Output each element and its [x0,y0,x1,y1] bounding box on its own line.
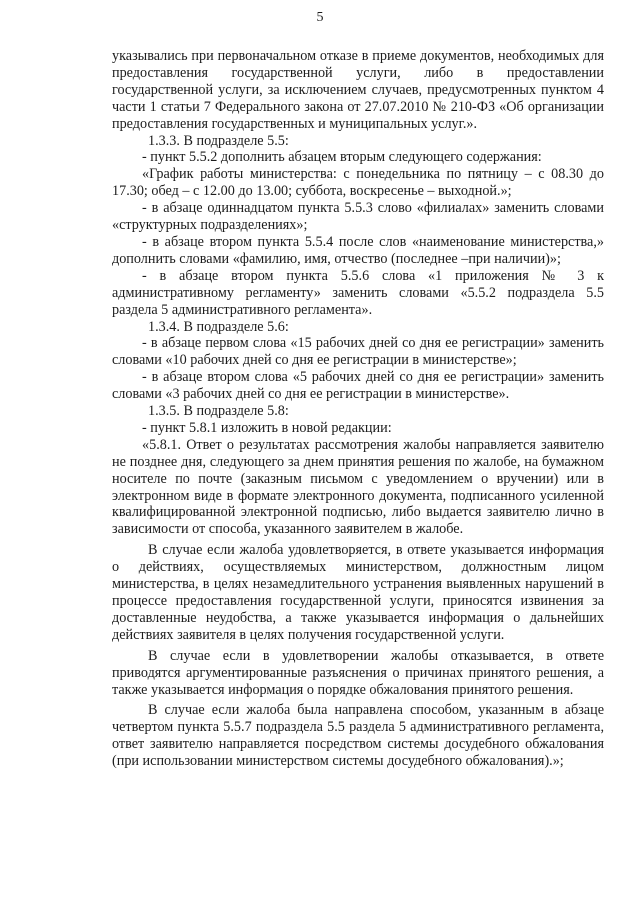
paragraph-item: - в абзаце втором пункта 5.5.4 после слов «наименование министерства,» дополнить словами «фамилию, имя, отчество (последнее –при наличии)»; [112,233,604,267]
paragraph-item: - в абзаце втором слова «5 рабочих дней со дня ее регистрации» заменить словами «3 рабочих дней со дня ее регистрации в министерстве». [112,369,604,403]
paragraph-continuation: указывались при первоначальном отказе в приеме документов, необходимых для предоставления государственной услуги, либо в предоставлении государственной услуги, за исключением случаев, предусмотренных пунктом 4 части 1 статьи 7 Федерального закона от 27.07.2010 № 210-ФЗ «Об организации предоставления государственных и муниципальных услуг.». [112,48,604,132]
page-number: 5 [316,10,324,25]
paragraph-item: - пункт 5.5.2 дополнить абзацем вторым следующего содержания: [142,149,542,166]
paragraph-heading-1-3-3: 1.3.3. В подразделе 5.5: [148,132,289,149]
paragraph-body: В случае если жалоба удовлетворяется, в ответе указывается информация о действиях, осуществляемых министерством, должностным лицом министерства, в целях незамедлительного устранения выявленных нарушений в процессе предоставления государственной услуги, приносятся извинения за доставленные неудобства, а также указывается информация о дальнейших действиях заявителя в целях получения государственной услуги. [112,542,604,643]
paragraph-item: - в абзаце одиннадцатом пункта 5.5.3 слово «филиалах» заменить словами «структурных подразделениях»; [112,200,604,234]
paragraph-item: - в абзаце втором пункта 5.5.6 слова «1 приложения № 3 к административному регламенту» заменить словами «5.5.2 подраздела 5.5 раздела 5 административного регламента». [112,267,604,318]
paragraph-heading-1-3-4: 1.3.4. В подразделе 5.6: [148,318,289,335]
paragraph-heading-1-3-5: 1.3.5. В подразделе 5.8: [148,403,289,420]
paragraph-item: - в абзаце первом слова «15 рабочих дней со дня ее регистрации» заменить словами «10 рабочих дней со дня ее регистрации в министерстве»; [112,335,604,369]
paragraph-quote: «График работы министерства: с понедельника по пятницу – с 08.30 до 17.30; обед – с 12.00 до 13.00; суббота, воскресенье – выходной.»; [112,166,604,200]
document-body [112,48,604,770]
paragraph-item: - пункт 5.8.1 изложить в новой редакции: [142,419,392,436]
paragraph-body: В случае если в удовлетворении жалобы отказывается, в ответе приводятся аргументированные разъяснения о причинах принятого решения, а также указывается информация о порядке обжалования принятого решения. [112,647,604,698]
paragraph-quote: «5.8.1. Ответ о результатах рассмотрения жалобы направляется заявителю не позднее дня, следующего за днем принятия решения по жалобе, на бумажном носителе по почте (заказным письмом с уведомлением о вручении) или в электронном виде в формате электронного документа, подписанного усиленной квалифицированной электронной подписью, либо выдается заявителю лично в зависимости от способа, указанного заявителем в жалобе. [112,436,604,538]
paragraph-body: В случае если жалоба была направлена способом, указанным в абзаце четвертом пункта 5.5.7 подраздела 5.5 раздела 5 административного регламента, ответ заявителю направляется посредством системы досудебного обжалования (при использовании министерством системы досудебного обжалования).»; [112,702,604,770]
